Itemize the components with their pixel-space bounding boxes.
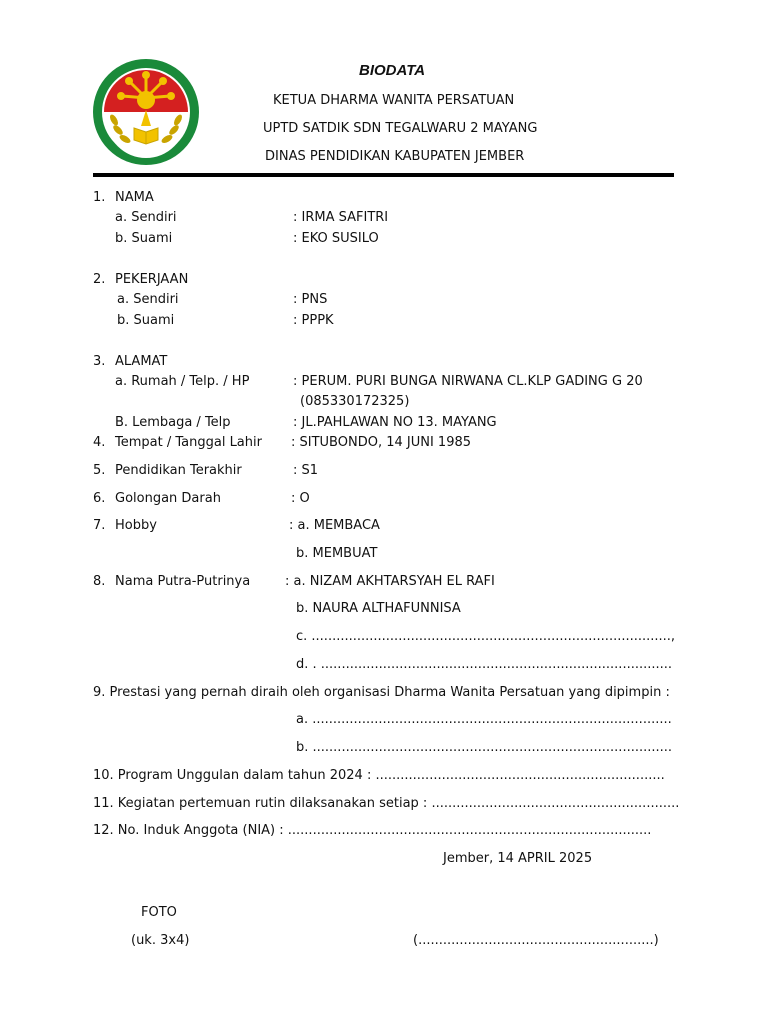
field-label-prestasi: 9. Prestasi yang pernah diraih oleh organisasi Dharma Wanita Persatuan yang dipimpin : <box>93 685 670 700</box>
field-value-ttl: : SITUBONDO, 14 JUNI 1985 <box>291 435 472 450</box>
field-value-putra-b: b. NAURA ALTHAFUNNISA <box>296 601 461 616</box>
field-label-hobby: Hobby <box>115 518 157 533</box>
field-label-pekerjaan-suami: b. Suami <box>117 313 175 328</box>
header-divider <box>93 173 674 177</box>
field-value-nama-suami: : EKO SUSILO <box>293 231 379 246</box>
field-label-putra-putri: Nama Putra-Putrinya <box>115 574 251 589</box>
field-value-prestasi-b: b. ....................................................................................... <box>296 740 673 755</box>
field-label-nama-sendiri: a. Sendiri <box>115 210 177 225</box>
field-kegiatan-pertemuan: 11. Kegiatan pertemuan rutin dilaksanakan setiap : ............................................................ <box>93 796 680 811</box>
field-nia: 12. No. Induk Anggota (NIA) : ........................................................................................ <box>93 823 652 838</box>
dharma-wanita-emblem-icon <box>92 58 200 166</box>
header-line-2: UPTD SATDIK SDN TEGALWARU 2 MAYANG <box>263 121 538 136</box>
field-value-putra-a: : a. NIZAM AKHTARSYAH EL RAFI <box>285 574 495 589</box>
field-label-alamat-rumah: a. Rumah / Telp. / HP <box>115 374 250 389</box>
field-value-pekerjaan-suami: : PPPK <box>293 313 334 328</box>
item-number: 3. <box>93 354 106 369</box>
field-program-unggulan: 10. Program Unggulan dalam tahun 2024 : ...................................................................... <box>93 768 665 783</box>
item-number: 4. <box>93 435 106 450</box>
item-number: 5. <box>93 463 106 478</box>
field-label-alamat-lembaga: B. Lembaga / Telp <box>115 415 231 430</box>
item-number: 7. <box>93 518 106 533</box>
item-number: 1. <box>93 190 106 205</box>
photo-size-label: (uk. 3x4) <box>131 933 190 948</box>
field-value-pendidikan: : S1 <box>293 463 319 478</box>
section-label-nama: NAMA <box>115 190 154 205</box>
field-value-pekerjaan-sendiri: : PNS <box>293 292 328 307</box>
field-label-nama-suami: b. Suami <box>115 231 173 246</box>
field-value-nama-sendiri: : IRMA SAFITRI <box>293 210 389 225</box>
item-number: 6. <box>93 491 106 506</box>
field-value-hobby-a: : a. MEMBACA <box>289 518 380 533</box>
field-label-pendidikan: Pendidikan Terakhir <box>115 463 242 478</box>
field-value-alamat-lembaga: : JL.PAHLAWAN NO 13. MAYANG <box>293 415 497 430</box>
field-value-alamat-rumah: : PERUM. PURI BUNGA NIRWANA CL.KLP GADING G 20 <box>293 374 643 389</box>
section-label-pekerjaan: PEKERJAAN <box>115 272 189 287</box>
document-title: BIODATA <box>359 62 426 79</box>
photo-label: FOTO <box>141 905 177 920</box>
field-value-golongan-darah: : O <box>291 491 310 506</box>
field-value-alamat-phone: (085330172325) <box>300 394 410 409</box>
item-number: 2. <box>93 272 106 287</box>
field-value-putra-d: d. . ..................................................................................... <box>296 657 673 672</box>
section-label-alamat: ALAMAT <box>115 354 168 369</box>
field-label-golongan-darah: Golongan Darah <box>115 491 221 506</box>
header-line-1: KETUA DHARMA WANITA PERSATUAN <box>273 93 515 108</box>
field-label-pekerjaan-sendiri: a. Sendiri <box>117 292 179 307</box>
field-value-putra-c: c. ......................................................................................., <box>296 629 676 644</box>
signature-line: (.........................................................) <box>413 933 659 948</box>
field-value-prestasi-a: a. ....................................................................................... <box>296 712 672 727</box>
field-value-hobby-b: b. MEMBUAT <box>296 546 378 561</box>
header-line-3: DINAS PENDIDIKAN KABUPATEN JEMBER <box>265 149 525 164</box>
item-number: 8. <box>93 574 106 589</box>
signature-date: Jember, 14 APRIL 2025 <box>443 851 593 866</box>
field-label-ttl: Tempat / Tanggal Lahir <box>115 435 262 450</box>
